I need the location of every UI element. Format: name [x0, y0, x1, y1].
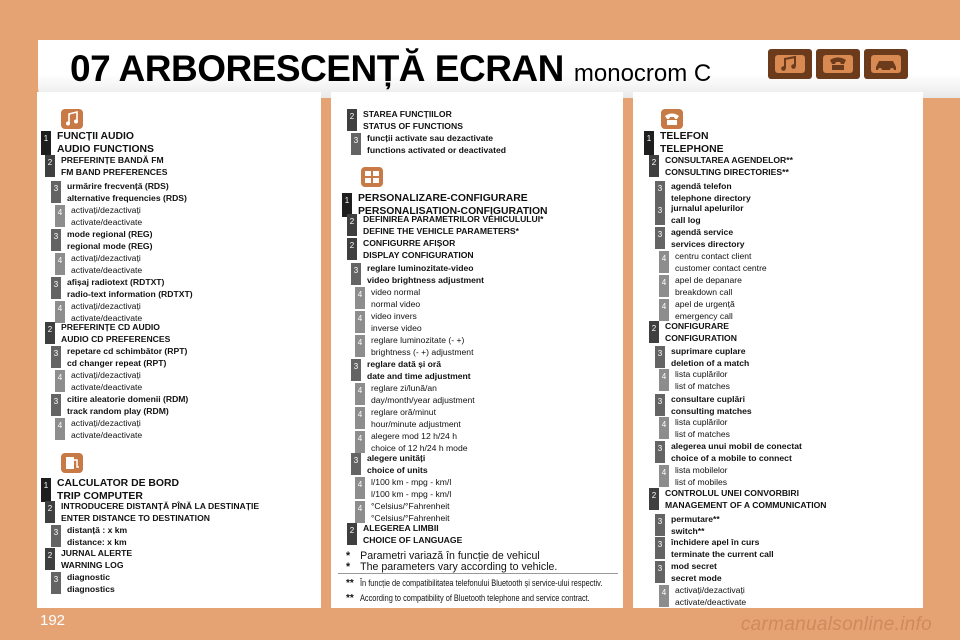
- menu-entry-level-4: [659, 369, 730, 392]
- label-english: activate/deactivate: [71, 216, 143, 227]
- label-english: breakdown call: [675, 286, 733, 297]
- menu-entry-text: [367, 133, 506, 156]
- label-english: °Celsius/°Fahrenheit: [371, 512, 450, 523]
- label-romanian: citire aleatorie domenii (RDM): [67, 394, 189, 404]
- level-badge: 3: [655, 181, 665, 203]
- fuel-section-icon: [60, 452, 84, 474]
- label-romanian: activați/dezactivați: [71, 370, 141, 380]
- label-english: telephone directory: [671, 192, 751, 203]
- level-badge: 4: [659, 585, 669, 607]
- level-badge: 4: [355, 383, 365, 405]
- menu-entry-text: [367, 263, 484, 286]
- menu-entry-text: [675, 251, 767, 274]
- menu-entry-text: [671, 514, 720, 537]
- level-badge: 3: [351, 359, 361, 381]
- menu-entry-level-4: [55, 418, 142, 441]
- menu-entry-text: [671, 537, 774, 560]
- menu-entry-text: [371, 431, 468, 454]
- level-badge: 4: [355, 477, 365, 499]
- label-romanian: FUNCȚII AUDIO: [57, 131, 134, 142]
- level-badge: 3: [51, 277, 61, 299]
- level-badge: 4: [355, 335, 365, 357]
- level-badge: 2: [45, 548, 55, 570]
- level-badge: 2: [649, 155, 659, 177]
- label-english: choice of units: [367, 464, 428, 475]
- label-romanian: urmărire frecvență (RDS): [67, 181, 169, 191]
- menu-entry-text: [371, 287, 420, 310]
- label-romanian: agendă telefon: [671, 181, 732, 191]
- menu-entry-level-4: [355, 383, 475, 406]
- label-romanian: mode regional (REG): [67, 229, 153, 239]
- menu-entry-level-3: [655, 394, 752, 417]
- label-romanian: STAREA FUNCȚIILOR: [363, 109, 452, 119]
- label-english: terminate the current call: [671, 548, 774, 559]
- label-romanian: lista mobilelor: [675, 465, 728, 475]
- level-badge: 2: [347, 523, 357, 545]
- menu-entry-text: [371, 335, 473, 358]
- menu-entry-level-4: [355, 431, 468, 454]
- menu-entry-level-4: [355, 335, 473, 358]
- menu-entry-text: [671, 203, 744, 226]
- label-romanian: °Celsius/°Fahrenheit: [371, 501, 450, 511]
- menu-entry-level-4: [659, 251, 767, 274]
- menu-entry-level-3: [351, 453, 428, 476]
- menu-entry-level-3: [655, 441, 802, 464]
- music-icon: [768, 49, 812, 79]
- menu-entry-text: [57, 131, 154, 156]
- menu-entry-level-3: [51, 394, 188, 417]
- level-badge: 3: [655, 203, 665, 225]
- label-english: hour/minute adjustment: [371, 418, 461, 429]
- label-romanian: JURNAL ALERTE: [61, 548, 133, 558]
- menu-entry-text: [371, 311, 422, 334]
- level-badge: 1: [644, 131, 654, 155]
- label-english: WARNING LOG: [61, 559, 124, 570]
- menu-entry-level-2: [45, 501, 259, 524]
- menu-entry-level-4: [659, 417, 730, 440]
- menu-entry-level-3: [51, 346, 187, 369]
- menu-entry-level-3: [351, 359, 471, 382]
- label-romanian: reglare oră/minut: [371, 407, 436, 417]
- label-romanian: reglare luminozitate (- +): [371, 335, 465, 345]
- level-badge: 4: [55, 253, 65, 275]
- menu-entry-text: [61, 548, 132, 571]
- menu-entry-level-4: [55, 370, 142, 393]
- label-english: CHOICE OF LANGUAGE: [363, 534, 463, 545]
- level-badge: 4: [55, 205, 65, 227]
- label-romanian: lista cuplărilor: [675, 369, 728, 379]
- menu-entry-text: [371, 383, 475, 406]
- level-badge: 4: [659, 251, 669, 273]
- label-english: activate/deactivate: [71, 381, 143, 392]
- page-number: 192: [40, 612, 66, 629]
- label-english: deletion of a match: [671, 357, 750, 368]
- menu-entry-level-4: [55, 205, 142, 228]
- menu-entry-level-3: [51, 572, 115, 595]
- label-romanian: diagnostic: [67, 572, 110, 582]
- menu-entry-text: [71, 205, 142, 228]
- label-english: secret mode: [671, 572, 722, 583]
- menu-entry-text: [665, 155, 793, 178]
- menu-entry-level-3: [655, 181, 751, 204]
- level-badge: 4: [659, 275, 669, 297]
- level-badge: 3: [51, 229, 61, 251]
- label-english: track random play (RDM): [67, 405, 169, 416]
- menu-entry-text: [675, 465, 728, 488]
- menu-entry-level-2: [347, 214, 543, 237]
- label-romanian: distanță : x km: [67, 525, 128, 535]
- label-english: list of matches: [675, 380, 730, 391]
- level-badge: 3: [351, 263, 361, 285]
- menu-entry-text: [67, 277, 193, 300]
- level-badge: 2: [45, 322, 55, 344]
- menu-entry-level-3: [655, 514, 720, 537]
- label-romanian: CALCULATOR DE BORD: [57, 478, 179, 489]
- label-romanian: repetare cd schimbător (RPT): [67, 346, 188, 356]
- level-badge: 4: [355, 311, 365, 333]
- menu-entry-text: [363, 214, 543, 237]
- level-badge: 3: [655, 561, 665, 583]
- label-romanian: alegere mod 12 h/24 h: [371, 431, 458, 441]
- label-romanian: apel de depanare: [675, 275, 742, 285]
- menu-entry-level-4: [355, 407, 461, 430]
- label-english: activate/deactivate: [675, 596, 747, 607]
- label-english: activate/deactivate: [71, 312, 143, 323]
- page-title-main: 07 ARBORESCENȚĂ ECRAN: [70, 48, 564, 89]
- label-romanian: CONFIGURRE AFIȘOR: [363, 238, 456, 248]
- menu-entry-text: [665, 488, 827, 511]
- label-english: CONSULTING DIRECTORIES**: [665, 166, 789, 177]
- menu-entry-level-3: [351, 263, 484, 286]
- label-romanian: funcții activate sau dezactivate: [367, 133, 494, 143]
- label-romanian: consultare cuplări: [671, 394, 746, 404]
- label-romanian: activați/dezactivați: [71, 205, 141, 215]
- label-romanian: activați/dezactivați: [675, 585, 745, 595]
- level-badge: 3: [51, 181, 61, 203]
- menu-entry-text: [363, 238, 474, 261]
- level-badge: 4: [659, 465, 669, 487]
- label-romanian: PREFERINȚE BANDĂ FM: [61, 155, 164, 165]
- menu-entry-text: [671, 181, 751, 204]
- label-english: diagnostics: [67, 583, 115, 594]
- label-english: MANAGEMENT OF A COMMUNICATION: [665, 499, 827, 510]
- menu-entry-text: [660, 131, 724, 156]
- label-english: emergency call: [675, 310, 733, 321]
- label-romanian: TELEFON: [660, 131, 709, 142]
- label-english: activate/deactivate: [71, 429, 143, 440]
- label-romanian: CONTROLUL UNEI CONVORBIRI: [665, 488, 800, 498]
- label-romanian: alegere unități: [367, 453, 426, 463]
- level-badge: 3: [51, 525, 61, 547]
- label-english: l/100 km - mpg - km/l: [371, 488, 452, 499]
- label-romanian: video normal: [371, 287, 421, 297]
- level-badge: 2: [347, 109, 357, 131]
- label-romanian: l/100 km - mpg - km/l: [371, 477, 452, 487]
- level-badge: 3: [655, 346, 665, 368]
- label-english: switch**: [671, 525, 705, 536]
- menu-entry-text: [61, 322, 170, 345]
- label-romanian: video invers: [371, 311, 417, 321]
- label-romanian: afișaj radiotext (RDTXT): [67, 277, 165, 287]
- level-badge: 2: [347, 238, 357, 260]
- level-badge: 3: [351, 133, 361, 155]
- menu-entry-text: [67, 181, 187, 204]
- label-romanian: ALEGEREA LIMBII: [363, 523, 439, 533]
- page-subtitle: monocrom C: [573, 60, 712, 87]
- menu-entry-level-3: [351, 133, 506, 156]
- menu-entry-level-4: [659, 585, 746, 608]
- level-badge: 4: [355, 407, 365, 429]
- label-romanian: lista cuplărilor: [675, 417, 728, 427]
- label-romanian: activați/dezactivați: [71, 253, 141, 263]
- telephone-section-icon: [660, 108, 684, 130]
- label-english: DISPLAY CONFIGURATION: [363, 249, 474, 260]
- menu-entry-text: [675, 369, 730, 392]
- level-badge: 4: [659, 369, 669, 391]
- label-english: TRIP COMPUTER: [57, 490, 143, 502]
- label-romanian: activați/dezactivați: [71, 418, 141, 428]
- label-english: cd changer repeat (RPT): [67, 357, 167, 368]
- menu-entry-level-2: [45, 155, 167, 178]
- label-english: distance: x km: [67, 536, 127, 547]
- level-badge: 3: [51, 346, 61, 368]
- level-badge: 3: [655, 394, 665, 416]
- label-english: call log: [671, 214, 701, 225]
- label-english: list of mobiles: [675, 476, 728, 487]
- label-english: TELEPHONE: [660, 143, 724, 155]
- level-badge: 2: [45, 155, 55, 177]
- menu-entry-level-3: [655, 561, 722, 584]
- level-badge: 2: [45, 501, 55, 523]
- menu-entry-text: [67, 229, 152, 252]
- level-badge: 1: [41, 131, 51, 155]
- menu-entry-level-3: [655, 203, 744, 226]
- menu-entry-level-2: [45, 322, 170, 345]
- label-romanian: reglare zi/lună/an: [371, 383, 437, 393]
- footnote-double-star-ro: ** În funcție de compatibilitatea telefonului Bluetooth și service-ului respectiv.: [346, 578, 603, 589]
- menu-entry-level-2: [649, 155, 793, 178]
- watermark: carmanualsonline.info: [740, 614, 932, 635]
- menu-entry-level-4: [355, 477, 451, 500]
- level-badge: 4: [55, 418, 65, 440]
- menu-entry-text: [61, 155, 167, 178]
- label-english: choice of 12 h/24 h mode: [371, 442, 468, 453]
- level-badge: 4: [355, 431, 365, 453]
- level-badge: 3: [51, 572, 61, 594]
- menu-entry-level-4: [55, 301, 142, 324]
- label-english: ENTER DISTANCE TO DESTINATION: [61, 512, 210, 523]
- level-badge: 3: [655, 514, 665, 536]
- level-badge: 3: [655, 537, 665, 559]
- label-english: consulting matches: [671, 405, 752, 416]
- menu-entry-text: [367, 359, 471, 382]
- label-romanian: permutare**: [671, 514, 720, 524]
- label-romanian: activați/dezactivați: [71, 301, 141, 311]
- level-badge: 4: [355, 501, 365, 523]
- label-english: services directory: [671, 238, 745, 249]
- label-romanian: agendă service: [671, 227, 734, 237]
- menu-entry-level-4: [355, 287, 420, 310]
- menu-entry-level-3: [655, 227, 745, 250]
- label-english: choice of a mobile to connect: [671, 452, 792, 463]
- level-badge: 4: [659, 299, 669, 321]
- label-english: DEFINE THE VEHICLE PARAMETERS*: [363, 225, 519, 236]
- label-english: AUDIO CD PREFERENCES: [61, 333, 171, 344]
- menu-entry-text: [67, 394, 188, 417]
- car-icon: [864, 49, 908, 79]
- footnote-star-ro: * Parametri variază în funcție de vehicul: [346, 550, 540, 562]
- label-romanian: reglare luminozitate-video: [367, 263, 474, 273]
- label-english: inverse video: [371, 322, 422, 333]
- label-english: day/month/year adjustment: [371, 394, 475, 405]
- menu-entry-level-1: [41, 478, 179, 503]
- level-badge: 4: [659, 417, 669, 439]
- label-english: radio-text information (RDTXT): [67, 288, 193, 299]
- menu-entry-text: [671, 394, 752, 417]
- menu-entry-text: [675, 275, 742, 298]
- label-romanian: CONSULTAREA AGENDELOR**: [665, 155, 793, 165]
- menu-entry-level-2: [347, 109, 463, 132]
- menu-entry-level-3: [51, 277, 193, 300]
- menu-entry-level-1: [644, 131, 724, 156]
- menu-entry-text: [675, 299, 735, 322]
- label-english: functions activated or deactivated: [367, 144, 506, 155]
- phone-icon: [816, 49, 860, 79]
- menu-entry-level-4: [659, 299, 735, 322]
- menu-entry-level-4: [355, 501, 450, 524]
- menu-entry-text: [57, 478, 179, 503]
- menu-entry-text: [371, 477, 451, 500]
- label-english: STATUS OF FUNCTIONS: [363, 120, 463, 131]
- menu-entry-level-3: [51, 229, 152, 252]
- menu-entry-level-2: [347, 523, 462, 546]
- level-badge: 2: [649, 488, 659, 510]
- label-romanian: CONFIGURARE: [665, 321, 729, 331]
- menu-entry-text: [367, 453, 428, 476]
- menu-entry-level-4: [659, 275, 742, 298]
- menu-entry-level-1: [41, 131, 154, 156]
- menu-entry-text: [71, 370, 142, 393]
- menu-entry-level-2: [347, 238, 474, 261]
- level-badge: 3: [351, 453, 361, 475]
- level-badge: 2: [347, 214, 357, 236]
- menu-entry-text: [671, 441, 802, 464]
- audio-section-icon: [60, 108, 84, 130]
- label-english: AUDIO FUNCTIONS: [57, 143, 154, 155]
- label-english: customer contact centre: [675, 262, 767, 273]
- menu-entry-level-4: [355, 311, 422, 334]
- menu-entry-text: [61, 501, 259, 524]
- level-badge: 1: [41, 478, 51, 502]
- menu-entry-level-3: [51, 181, 187, 204]
- menu-entry-text: [67, 572, 115, 595]
- label-romanian: PERSONALIZARE-CONFIGURARE: [358, 193, 528, 204]
- menu-entry-text: [371, 501, 450, 524]
- menu-entry-level-3: [655, 537, 774, 560]
- label-romanian: centru contact client: [675, 251, 752, 261]
- level-badge: 4: [55, 370, 65, 392]
- menu-entry-text: [675, 417, 730, 440]
- menu-entry-level-2: [649, 488, 827, 511]
- menu-entry-text: [71, 418, 142, 441]
- menu-entry-level-3: [655, 346, 749, 369]
- footnote-double-star-en: ** According to compatibility of Bluetooth telephone and service contract.: [346, 593, 590, 604]
- label-english: brightness (- +) adjustment: [371, 346, 474, 357]
- label-english: CONFIGURATION: [665, 332, 737, 343]
- level-badge: 3: [655, 227, 665, 249]
- menu-entry-text: [363, 109, 463, 132]
- menu-entry-text: [67, 525, 127, 548]
- label-romanian: PREFERINȚE CD AUDIO: [61, 322, 160, 332]
- label-english: activate/deactivate: [71, 264, 143, 275]
- label-romanian: apel de urgență: [675, 299, 735, 309]
- label-english: video brightness adjustment: [367, 274, 484, 285]
- menu-entry-level-4: [55, 253, 142, 276]
- label-english: list of matches: [675, 428, 730, 439]
- page-title: [70, 48, 711, 88]
- label-english: date and time adjustment: [367, 370, 471, 381]
- footnote-star-en: * The parameters vary according to vehicle.: [346, 561, 558, 573]
- menu-entry-text: [665, 321, 737, 344]
- menu-entry-text: [671, 561, 722, 584]
- label-english: regional mode (REG): [67, 240, 153, 251]
- label-romanian: suprimare cuplare: [671, 346, 746, 356]
- label-romanian: DEFINIREA PARAMETRILOR VÉHICULULUI*: [363, 214, 544, 224]
- label-english: alternative frequencies (RDS): [67, 192, 187, 203]
- menu-entry-level-4: [659, 465, 728, 488]
- label-english: FM BAND PREFERENCES: [61, 166, 168, 177]
- level-badge: 3: [655, 441, 665, 463]
- menu-entry-level-2: [45, 548, 132, 571]
- label-english: normal video: [371, 298, 421, 309]
- menu-entry-text: [71, 253, 142, 276]
- menu-entry-text: [71, 301, 142, 324]
- menu-entry-text: [371, 407, 461, 430]
- menu-entry-text: [67, 346, 187, 369]
- label-romanian: mod secret: [671, 561, 717, 571]
- menu-entry-level-3: [51, 525, 127, 548]
- level-badge: 2: [649, 321, 659, 343]
- menu-entry-level-2: [649, 321, 737, 344]
- label-romanian: INTRODUCERE DISTANȚĂ PÎNĂ LA DESTINAȚIE: [61, 501, 260, 511]
- menu-entry-text: [671, 346, 749, 369]
- header-icons: [768, 49, 908, 79]
- level-badge: 4: [55, 301, 65, 323]
- label-romanian: închidere apel în curs: [671, 537, 760, 547]
- settings-section-icon: [360, 166, 384, 188]
- menu-entry-text: [671, 227, 745, 250]
- menu-entry-text: [675, 585, 746, 608]
- level-badge: 1: [342, 193, 352, 217]
- label-english: PERSONALISATION-CONFIGURATION: [358, 205, 548, 217]
- label-romanian: jurnalul apelurilor: [671, 203, 744, 213]
- level-badge: 3: [51, 394, 61, 416]
- label-romanian: alegerea unui mobil de conectat: [671, 441, 802, 451]
- menu-entry-text: [363, 523, 462, 546]
- label-romanian: reglare dată și oră: [367, 359, 442, 369]
- notes-divider: [338, 573, 618, 574]
- level-badge: 4: [355, 287, 365, 309]
